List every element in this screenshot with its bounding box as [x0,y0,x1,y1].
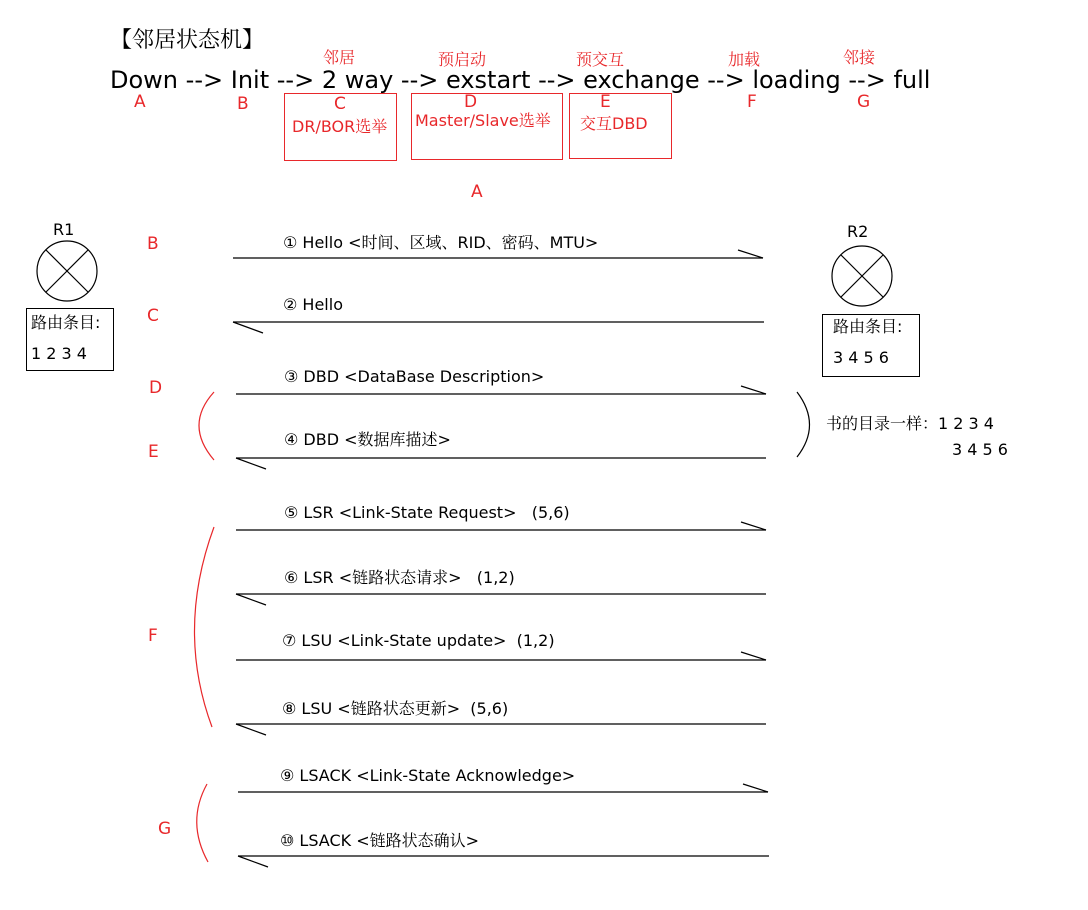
state-cn-label: 邻居 [323,48,356,67]
message-label: ② Hello [283,295,343,314]
side-letter: B [147,234,159,254]
message-label: ⑨ LSACK <Link-State Acknowledge> [280,766,576,785]
arrow: --> [276,66,315,94]
state-loading: loading [752,66,841,94]
state-letter: B [237,94,249,114]
side-letter: G [158,819,172,839]
state-cn-label: 加载 [728,50,761,69]
bracket-g [197,784,208,862]
arrow: --> [538,66,576,94]
state-cn-label: 预启动 [438,50,487,69]
state-letter: C [334,94,346,114]
message-arrow-10 [238,856,769,867]
message-arrow-9 [238,784,768,792]
arrow: --> [848,66,886,94]
message-arrow-6 [236,594,766,605]
box-label: Master/Slave选举 [415,111,551,130]
state-letter: G [857,92,871,112]
box-label: DR/BOR选举 [292,117,388,136]
r1-route-label: 路由条目: [31,313,101,332]
box-label: 交互DBD [580,114,648,133]
message-label: ⑦ LSU <Link-State update> (1,2) [282,631,555,650]
router-r1-label: R1 [53,220,75,239]
state-letter: E [600,92,611,112]
message-arrow-3 [236,386,766,394]
router-r1-icon [37,241,97,301]
message-label: ⑥ LSR <链路状态请求> (1,2) [284,568,515,587]
router-r2-icon [832,246,892,306]
state-exchange: exchange [583,66,700,94]
note-line1: 书的目录一样：1 2 3 4 [826,414,994,433]
bracket-de [199,392,214,460]
arrow: --> [707,66,745,94]
message-label: ① Hello <时间、区域、RID、密码、MTU> [283,233,599,252]
state-init: Init [230,66,270,94]
message-label: ⑤ LSR <Link-State Request> (5,6) [284,503,570,522]
r2-route-label: 路由条目: [833,317,903,336]
state-exstart: exstart [445,66,531,94]
bracket-f [194,527,214,727]
arrow: --> [400,66,439,94]
message-label: ⑩ LSACK <链路状态确认> [280,831,480,850]
message-arrow-2 [233,322,764,333]
message-arrow-7 [236,652,766,660]
r1-route-entries: 1 2 3 4 [31,344,87,363]
message-arrow-8 [236,724,766,735]
message-arrow-4 [236,458,766,469]
arrow: --> [185,66,224,94]
side-letter: F [148,626,158,646]
state-2way: 2 way [321,66,394,94]
message-label: ③ DBD <DataBase Description> [284,367,545,386]
state-down: Down [110,66,179,94]
mid-letter: A [471,182,483,202]
message-arrow-5 [236,522,766,530]
state-full: full [893,66,931,94]
state-letter: F [747,92,757,112]
state-cn-label: 预交互 [576,50,625,69]
message-arrow-1 [233,250,763,258]
side-letter: C [147,306,159,326]
router-r2-label: R2 [847,222,869,241]
right-bracket [797,392,810,457]
side-letter: E [148,442,159,462]
note-line2: 3 4 5 6 [952,440,1008,459]
message-label: ⑧ LSU <链路状态更新> (5,6) [282,699,509,718]
state-letter: D [464,92,478,112]
message-label: ④ DBD <数据库描述> [284,430,451,449]
r2-route-entries: 3 4 5 6 [833,348,889,367]
state-letter: A [134,92,146,112]
diagram-title: 【邻居状态机】 [110,28,265,53]
side-letter: D [149,378,163,398]
state-cn-label: 邻接 [843,48,876,67]
